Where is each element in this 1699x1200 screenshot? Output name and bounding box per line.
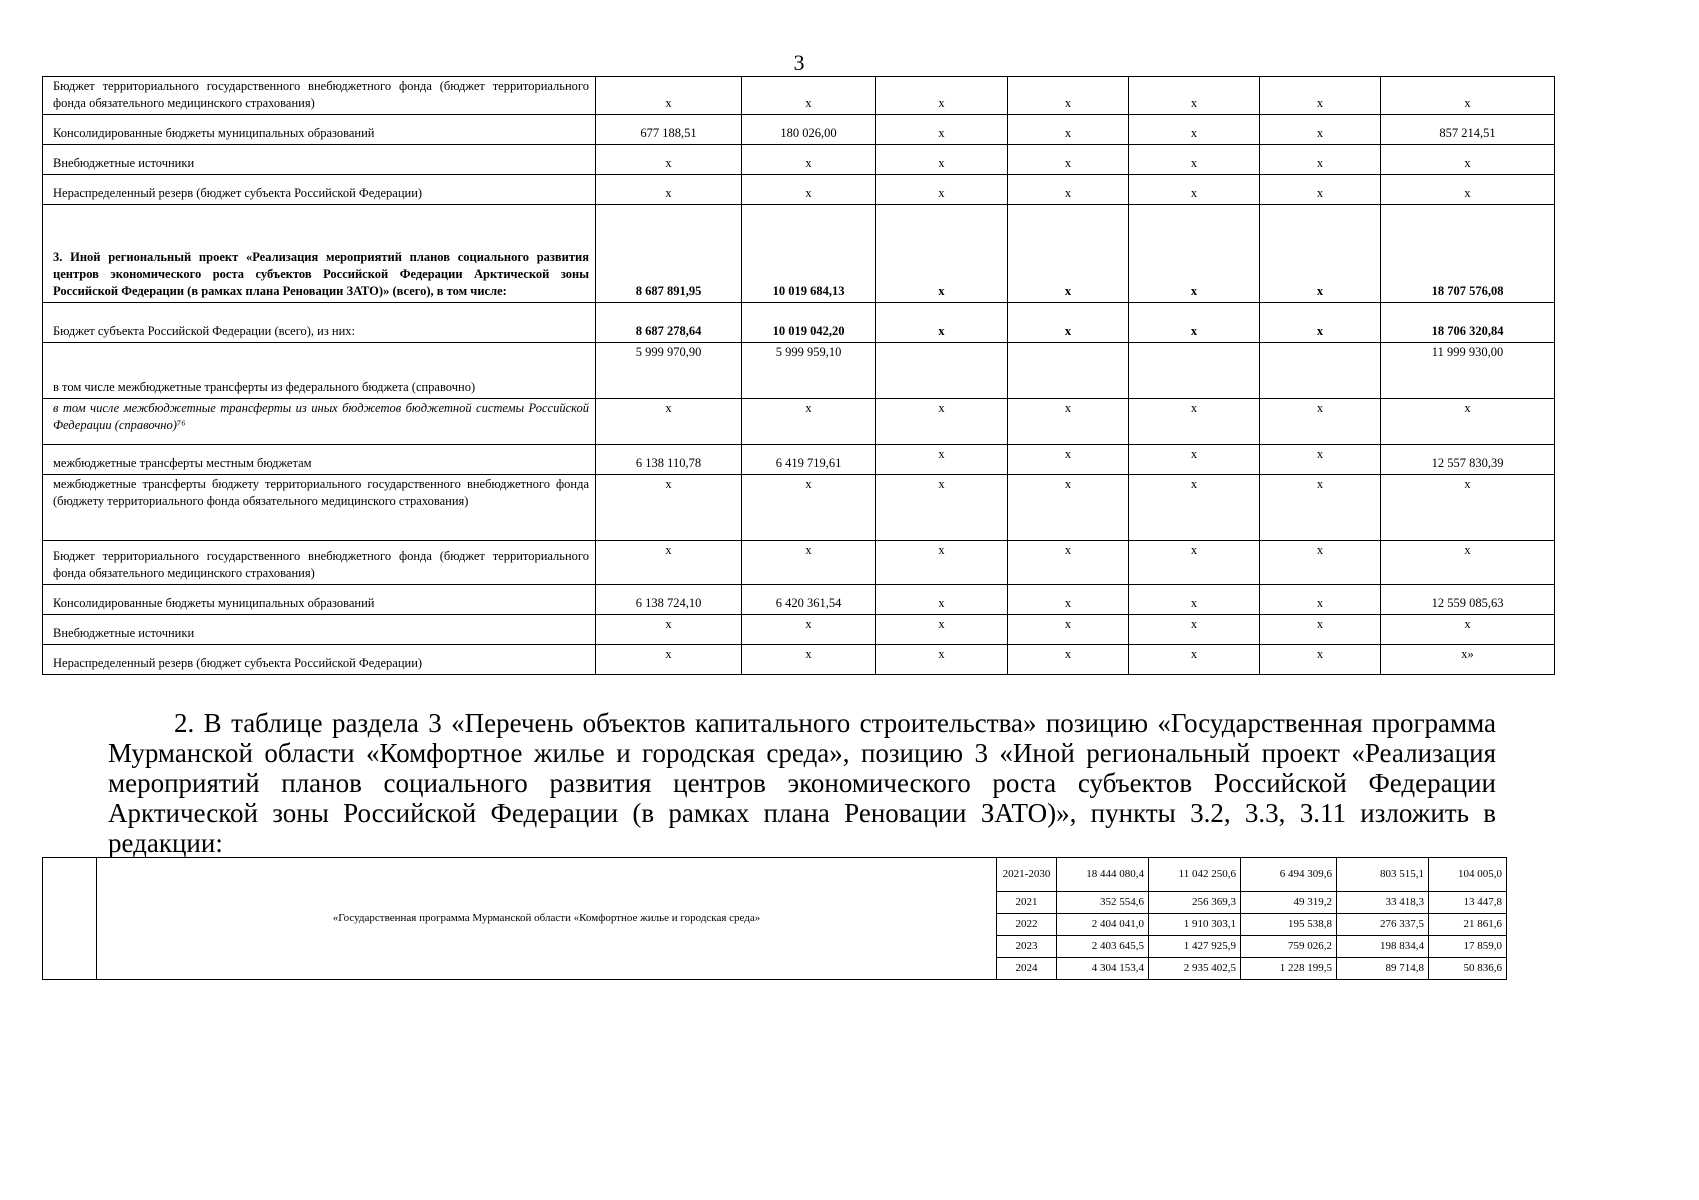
value-cell: x: [1129, 205, 1260, 303]
budget-row: [43, 205, 1555, 303]
value-cell: 12 559 085,63: [1381, 585, 1555, 615]
value-cell: x: [876, 175, 1008, 205]
value-cell: x: [1008, 115, 1129, 145]
value-cell: x: [1381, 475, 1555, 541]
value-cell: x: [1129, 175, 1260, 205]
budget-table: [42, 76, 1555, 675]
amount-cell: 198 834,4: [1337, 936, 1429, 958]
year-cell: 2022: [997, 914, 1057, 936]
value-cell: x: [1008, 615, 1129, 645]
value-cell: x: [1260, 585, 1381, 615]
row-label: Нераспределенный резерв (бюджет субъекта Российской Федерации): [43, 645, 596, 675]
objects-row: [43, 858, 1507, 892]
year-cell: 2021: [997, 892, 1057, 914]
value-cell: x: [876, 115, 1008, 145]
amount-cell: 17 859,0: [1429, 936, 1507, 958]
value-cell: [876, 343, 1008, 399]
row-label: Бюджет субъекта Российской Федерации (всего), из них:: [43, 303, 596, 343]
amount-cell: 49 319,2: [1241, 892, 1337, 914]
value-cell: x: [1260, 145, 1381, 175]
value-cell: x: [1008, 205, 1129, 303]
value-cell: x: [742, 615, 876, 645]
value-cell: 5 999 959,10: [742, 343, 876, 399]
value-cell: x: [876, 541, 1008, 585]
value-cell: x: [876, 399, 1008, 445]
value-cell: x: [1129, 145, 1260, 175]
value-cell: x: [596, 175, 742, 205]
value-cell: 18 707 576,08: [1381, 205, 1555, 303]
value-cell: x: [1129, 475, 1260, 541]
amount-cell: 89 714,8: [1337, 958, 1429, 980]
budget-row: [43, 343, 1555, 399]
row-label: в том числе межбюджетные трансферты из федерального бюджета (справочно): [43, 343, 596, 399]
value-cell: x: [1260, 205, 1381, 303]
value-cell: x: [742, 475, 876, 541]
value-cell: x: [1381, 399, 1555, 445]
budget-row: [43, 175, 1555, 205]
value-cell: x: [1008, 303, 1129, 343]
budget-row: [43, 645, 1555, 675]
value-cell: 10 019 684,13: [742, 205, 876, 303]
budget-row: [43, 615, 1555, 645]
budget-row: [43, 77, 1555, 115]
value-cell: 5 999 970,90: [596, 343, 742, 399]
value-cell: x: [1260, 77, 1381, 115]
year-cell: 2021-2030: [997, 858, 1057, 892]
year-cell: 2023: [997, 936, 1057, 958]
year-cell: 2024: [997, 958, 1057, 980]
row-label: Бюджет территориального государственного внебюджетного фонда (бюджет территориального фонда обязательного медицинского страхования): [43, 541, 596, 585]
value-cell: x: [742, 645, 876, 675]
budget-row: [43, 585, 1555, 615]
row-label: Нераспределенный резерв (бюджет субъекта Российской Федерации): [43, 175, 596, 205]
budget-row: [43, 399, 1555, 445]
value-cell: x: [1008, 541, 1129, 585]
amount-cell: 1 910 303,1: [1149, 914, 1241, 936]
value-cell: x: [596, 645, 742, 675]
row-label: Консолидированные бюджеты муниципальных образований: [43, 585, 596, 615]
value-cell: x: [1129, 541, 1260, 585]
value-cell: x: [1008, 645, 1129, 675]
value-cell: x: [1129, 303, 1260, 343]
value-cell: x: [596, 541, 742, 585]
value-cell: 180 026,00: [742, 115, 876, 145]
amount-cell: 33 418,3: [1337, 892, 1429, 914]
amount-cell: 11 042 250,6: [1149, 858, 1241, 892]
value-cell: x: [1008, 399, 1129, 445]
amount-cell: 759 026,2: [1241, 936, 1337, 958]
value-cell: x: [1260, 445, 1381, 475]
value-cell: x: [1381, 145, 1555, 175]
value-cell: x: [596, 399, 742, 445]
budget-row: [43, 303, 1555, 343]
value-cell: x»: [1381, 645, 1555, 675]
value-cell: x: [742, 145, 876, 175]
value-cell: 6 138 110,78: [596, 445, 742, 475]
value-cell: x: [876, 445, 1008, 475]
budget-row: [43, 115, 1555, 145]
value-cell: x: [876, 615, 1008, 645]
row-label: 3. Иной региональный проект «Реализация мероприятий планов социального развития центров экономического роста субъектов Российской Федерации Арктической зоны Российской Федерации (в рамках плана Реновации ЗАТО)» (всего), в том числе:: [43, 205, 596, 303]
value-cell: x: [1381, 175, 1555, 205]
value-cell: 857 214,51: [1381, 115, 1555, 145]
value-cell: x: [1129, 615, 1260, 645]
value-cell: x: [596, 615, 742, 645]
row-label: межбюджетные трансферты бюджету территориального государственного внебюджетного фонда (бюджету территориального фонда обязательного медицинского страхования): [43, 475, 596, 541]
value-cell: [1008, 343, 1129, 399]
value-cell: x: [876, 303, 1008, 343]
value-cell: x: [1260, 115, 1381, 145]
value-cell: x: [1260, 399, 1381, 445]
value-cell: x: [876, 585, 1008, 615]
value-cell: 677 188,51: [596, 115, 742, 145]
amount-cell: 6 494 309,6: [1241, 858, 1337, 892]
value-cell: x: [1008, 145, 1129, 175]
amount-cell: 1 427 925,9: [1149, 936, 1241, 958]
value-cell: x: [1008, 585, 1129, 615]
value-cell: 6 138 724,10: [596, 585, 742, 615]
index-cell: [43, 858, 97, 980]
amount-cell: 13 447,8: [1429, 892, 1507, 914]
value-cell: x: [876, 77, 1008, 115]
value-cell: 12 557 830,39: [1381, 445, 1555, 475]
value-cell: 8 687 891,95: [596, 205, 742, 303]
value-cell: [1129, 343, 1260, 399]
value-cell: x: [596, 475, 742, 541]
amount-cell: 18 444 080,4: [1057, 858, 1149, 892]
value-cell: x: [876, 205, 1008, 303]
value-cell: 6 420 361,54: [742, 585, 876, 615]
amount-cell: 276 337,5: [1337, 914, 1429, 936]
row-label: Бюджет территориального государственного внебюджетного фонда (бюджет территориального фонда обязательного медицинского страхования): [43, 77, 596, 115]
value-cell: x: [1260, 541, 1381, 585]
value-cell: 11 999 930,00: [1381, 343, 1555, 399]
value-cell: x: [1129, 399, 1260, 445]
amount-cell: 21 861,6: [1429, 914, 1507, 936]
value-cell: x: [1260, 175, 1381, 205]
value-cell: x: [1260, 645, 1381, 675]
budget-row: [43, 541, 1555, 585]
amount-cell: 2 404 041,0: [1057, 914, 1149, 936]
row-label: Внебюджетные источники: [43, 145, 596, 175]
capital-objects-table: [42, 857, 1507, 980]
budget-row: [43, 145, 1555, 175]
value-cell: x: [1129, 585, 1260, 615]
value-cell: x: [1129, 645, 1260, 675]
value-cell: x: [1129, 77, 1260, 115]
value-cell: x: [742, 175, 876, 205]
value-cell: x: [1008, 445, 1129, 475]
value-cell: x: [1008, 475, 1129, 541]
value-cell: x: [876, 475, 1008, 541]
value-cell: x: [1381, 615, 1555, 645]
amount-cell: 50 836,6: [1429, 958, 1507, 980]
amount-cell: 1 228 199,5: [1241, 958, 1337, 980]
value-cell: x: [1008, 175, 1129, 205]
row-label: Консолидированные бюджеты муниципальных образований: [43, 115, 596, 145]
program-name: «Государственная программа Мурманской области «Комфортное жилье и городская среда»: [97, 858, 997, 980]
value-cell: x: [876, 645, 1008, 675]
value-cell: x: [1260, 615, 1381, 645]
value-cell: 8 687 278,64: [596, 303, 742, 343]
value-cell: x: [596, 145, 742, 175]
value-cell: x: [1129, 445, 1260, 475]
page-number: 3: [793, 50, 805, 75]
budget-row: [43, 445, 1555, 475]
amount-cell: 2 935 402,5: [1149, 958, 1241, 980]
amount-cell: 352 554,6: [1057, 892, 1149, 914]
value-cell: x: [1381, 77, 1555, 115]
value-cell: x: [1260, 303, 1381, 343]
value-cell: x: [596, 77, 742, 115]
value-cell: x: [1129, 115, 1260, 145]
value-cell: x: [742, 77, 876, 115]
amount-cell: 195 538,8: [1241, 914, 1337, 936]
amount-cell: 803 515,1: [1337, 858, 1429, 892]
value-cell: x: [742, 541, 876, 585]
value-cell: x: [876, 145, 1008, 175]
amount-cell: 104 005,0: [1429, 858, 1507, 892]
value-cell: x: [1008, 77, 1129, 115]
budget-row: [43, 475, 1555, 541]
row-label: в том числе межбюджетные трансферты из иных бюджетов бюджетной системы Российской Федерации (справочно)⁷⁶: [43, 399, 596, 445]
row-label: межбюджетные трансферты местным бюджетам: [43, 445, 596, 475]
row-label: Внебюджетные источники: [43, 615, 596, 645]
value-cell: [1260, 343, 1381, 399]
amount-cell: 256 369,3: [1149, 892, 1241, 914]
value-cell: x: [1260, 475, 1381, 541]
value-cell: 18 706 320,84: [1381, 303, 1555, 343]
value-cell: x: [742, 399, 876, 445]
value-cell: 6 419 719,61: [742, 445, 876, 475]
amount-cell: 2 403 645,5: [1057, 936, 1149, 958]
body-paragraph: 2. В таблице раздела 3 «Перечень объектов капитального строительства» позицию «Государственная программа Мурманской области «Комфортное жилье и городская среда», позицию 3 «Иной региональный проект «Реализация мероприятий планов социального развития центров экономического роста субъектов Российской Федерации Арктической зоны Российской Федерации (в рамках плана Реновации ЗАТО)», пункты 3.2, 3.3, 3.11 изложить в редакции:: [108, 708, 1496, 858]
amount-cell: 4 304 153,4: [1057, 958, 1149, 980]
value-cell: x: [1381, 541, 1555, 585]
value-cell: 10 019 042,20: [742, 303, 876, 343]
